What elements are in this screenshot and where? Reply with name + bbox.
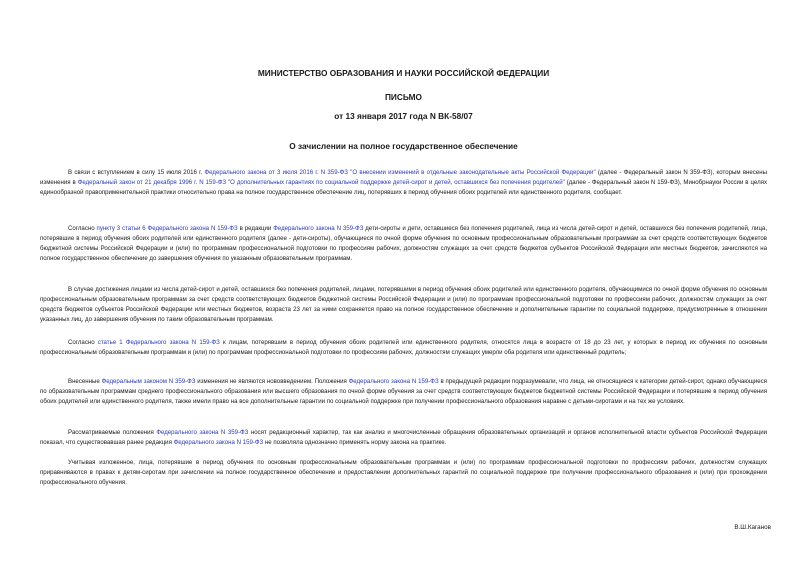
paragraph-text: не позволяла однозначно применять норму закона на практике. <box>263 439 447 446</box>
paragraph-text: (далее - Федеральный закон N 159-ФЗ), Минобрнауки России в целях единообразной правоприменительной практики относительно права на полное государственное обеспечение лиц, потерявших в период обучения обоих родителей или единственного родителя, сообщает. <box>40 179 767 196</box>
paragraph-text: Внесенные <box>68 378 102 385</box>
paragraph-text: к лицам, потерявшим в период обучения обоих родителей или единственного родителя, относятся лица в возрасте от 18 до 23 лет, у которых в период их обучения по основным профессиональным образовательным программам и (или) по программам профессиональной подготовки по профессиям рабочих, должностям служащих умерли оба родителя или единственный родитель; <box>40 339 767 356</box>
paragraph-text: в редакции <box>237 225 274 232</box>
paragraph-text: Рассматриваемые положения <box>68 429 157 436</box>
law-reference-link[interactable]: Федеральным законом N 359-ФЗ <box>101 378 196 385</box>
law-reference-link[interactable]: Федерального закона N 159-ФЗ <box>173 439 264 446</box>
law-reference-link[interactable]: статье 1 Федерального закона N 159-ФЗ <box>97 339 220 346</box>
paragraph-text: носят редакционный характер, так как анализ и многочисленные обращения образовательных организаций и органов исполнительной власти субъектов Российской Федерации показал, что существовавшая ранее редакция <box>40 429 768 446</box>
paragraph-2 <box>40 224 767 264</box>
law-reference-link[interactable]: Федеральный закон от 21 декабря 1996 г. N 159-ФЗ "О дополнительных гарантиях по социальной поддержке детей-сирот и детей, оставшихся без попечения родителей" <box>77 179 565 186</box>
paragraph-text: В связи с вступлением в силу 15 июля 2016 г. <box>68 169 205 176</box>
document-subject: О зачислении на полное государственное обеспечение <box>289 141 518 151</box>
paragraph-text: Учитывая изложенное, лица, потерявшие в период обучения по основным профессиональным образовательным программам и (или) по программам профессиональной подготовки по профессиям рабочих, должностям служащих приравниваются в правах к детям-сиротам при зачислении на полное государственное обеспечение и предоставлении дополнительных гарантий по социальной поддержке при получении профессионального образования и (или) при прохождении профессионального обучения. <box>40 459 767 486</box>
law-reference-link[interactable]: пункту 3 статьи 6 Федерального закона N 159-ФЗ <box>96 225 238 232</box>
signature: В.Ш.Каганов <box>734 524 771 531</box>
law-reference-link[interactable]: Федерального закона N 359-ФЗ <box>273 225 364 232</box>
paragraph-text: Согласно <box>68 339 98 346</box>
paragraph-text: (далее - Федеральный закон N 359-ФЗ), которым внесены изменения в <box>40 169 767 186</box>
paragraph-3 <box>40 285 767 325</box>
law-reference-link[interactable]: Федерального закона N 359-ФЗ <box>156 429 249 436</box>
paragraph-text: дети-сироты и дети, оставшиеся без попечения родителей, лица из числа детей-сирот и детей, оставшихся без попечения родителей, лица, потерявшие в период обучения обоих родителей или единственного родителя (далее - дети-сироты), обучающиеся по очной форме обучения по основным профессиональным образовательным программам за счет средств соответствующих бюджетов бюджетной системы Российской Федерации и (или) по программам профессиональной подготовки по профессиям рабочих, должностям служащих за счет средств бюджетов субъектов Российской Федерации или местных бюджетов, зачисляются на полное государственное обеспечение до завершения обучения по указанным образовательным программам. <box>40 225 768 262</box>
paragraph-5 <box>40 377 767 407</box>
document-type: ПИСЬМО <box>384 92 423 102</box>
law-reference-link[interactable]: Федерального закона от 3 июля 2016 г. N 359-ФЗ "О внесении изменений в отдельные законодательные акты Российской Федерации" <box>204 169 596 176</box>
ministry-title: МИНИСТЕРСТВО ОБРАЗОВАНИЯ И НАУКИ РОССИЙСКОЙ ФЕДЕРАЦИИ <box>257 68 550 78</box>
paragraph-text: Согласно <box>68 225 97 232</box>
paragraph-7 <box>40 458 767 488</box>
document-date-number: от 13 января 2017 года N ВК-58/07 <box>334 111 473 121</box>
paragraph-6 <box>40 428 767 448</box>
law-reference-link[interactable]: Федерального закона N 159-ФЗ <box>348 378 439 385</box>
paragraph-text: в предыдущей редакции подразумевали, что лица, не относящиеся к категории детей-сирот, однако обучающиеся по образовательным программам среднего профессионального образования или высшего образования по очной форме обучения за счет средств соответствующих бюджетов бюджетной системы Российской Федерации и потерявшие в период обучения обоих родителей или единственного родителя, также имели право на все дополнительные гарантии по социальной поддержке при получении профессионального образования наравне с детьми-сиротами и на тех же условиях. <box>40 378 767 405</box>
paragraph-text: В случае достижения лицами из числа детей-сирот и детей, оставшихся без попечения родителей, лицами, потерявшими в период обучения обоих родителей или единственного родителя, обучающимися по очной форме обучения по основным профессиональным образовательным программам за счет средств соответствующих бюджетов бюджетной системы Российской Федерации и (или) по программам профессиональной подготовки по профессиям рабочих, должностям служащих за счет средств бюджетов субъектов Российской Федерации или местных бюджетов, возраста 23 лет за ними сохраняется право на полное государственное обеспечение и дополнительные гарантии по социальной поддержке, предусмотренные в отношении указанных лиц, до завершения обучения по таким образовательным программам. <box>40 286 767 323</box>
paragraph-text: изменения не являются нововведением. Положения <box>195 378 349 385</box>
paragraph-4 <box>40 338 767 358</box>
paragraph-1 <box>40 168 767 198</box>
